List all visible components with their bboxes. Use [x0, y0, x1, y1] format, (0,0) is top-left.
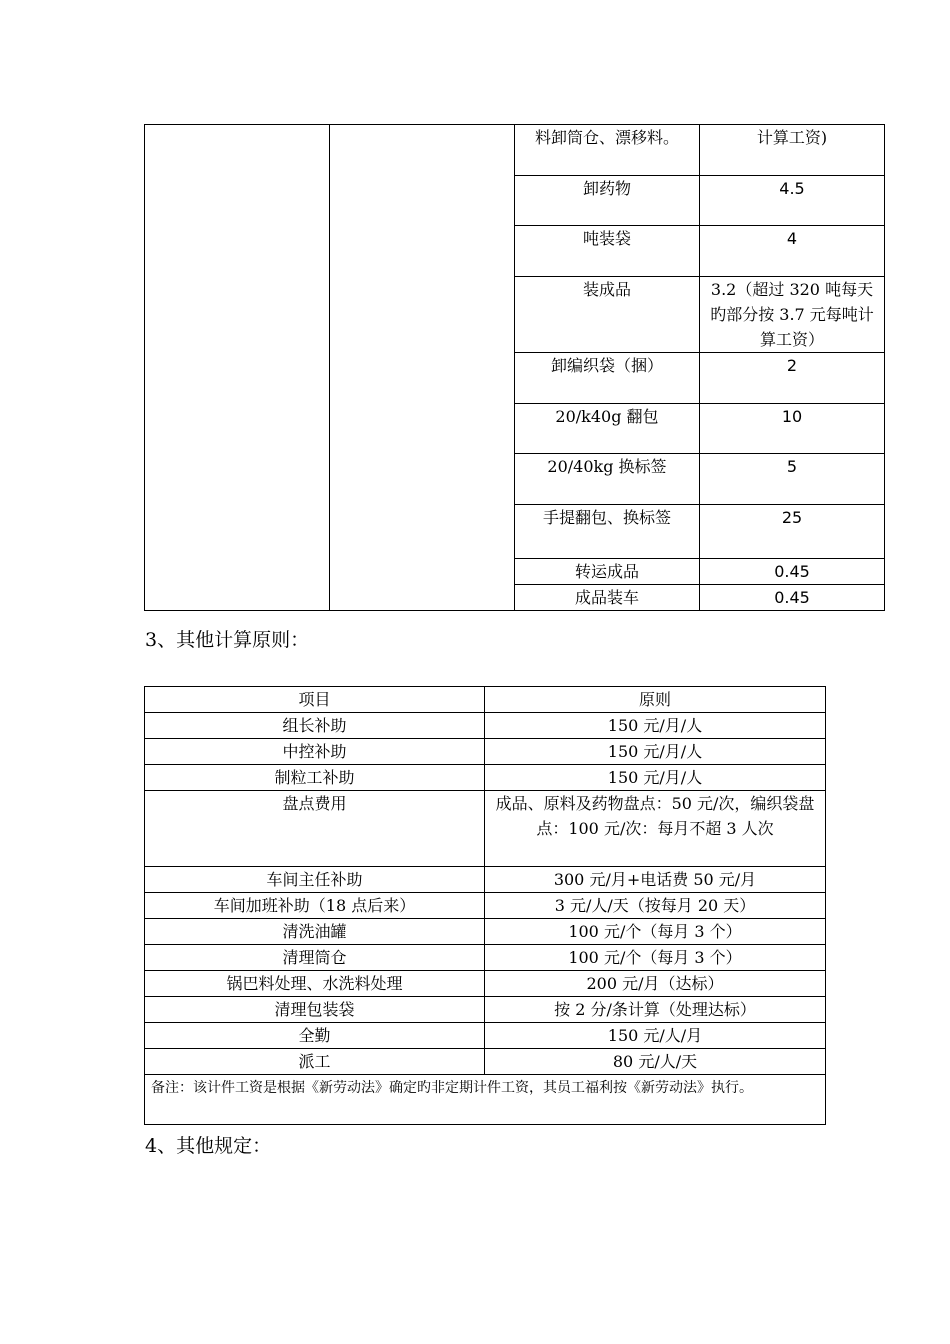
table-row-item: 车间主任补助 [145, 867, 485, 893]
table-row-item: 派工 [145, 1049, 485, 1075]
table-row-rate: 3.2（超过 320 吨每天旳部分按 3.7 元每吨计算工资） [700, 277, 885, 353]
calculation-principles-table [144, 686, 826, 1125]
table-row-item: 清洗油罐 [145, 919, 485, 945]
column-header-item: 项目 [145, 687, 485, 713]
table-row-rule: 80 元/人/天 [485, 1049, 826, 1075]
blank-subcategory-cell [330, 125, 515, 611]
table-row-rule: 150 元/月/人 [485, 739, 826, 765]
table-row-item: 盘点费用 [145, 791, 485, 867]
table-row-item: 组长补助 [145, 713, 485, 739]
table-row-rule: 200 元/月（达标） [485, 971, 826, 997]
table-row-rate: 0.45 [700, 559, 885, 585]
table-row-rate: 4.5 [700, 176, 885, 226]
table-row-item: 料卸筒仓、漂移料。 [515, 125, 700, 176]
section-4-heading: 4、其他规定： [145, 1135, 272, 1157]
table-row-rule: 150 元/月/人 [485, 765, 826, 791]
table-row-rate: 2 [700, 353, 885, 404]
table-row-item: 全勤 [145, 1023, 485, 1049]
table-row-rate: 10 [700, 404, 885, 454]
table-row-rate: 0.45 [700, 585, 885, 611]
table-row-rule: 100 元/个（每月 3 个） [485, 945, 826, 971]
table-row-item: 吨装袋 [515, 226, 700, 277]
table-row-rule: 3 元/人/天（按每月 20 天） [485, 893, 826, 919]
table-row-item: 20/40kg 换标签 [515, 454, 700, 505]
table-row-rate: 4 [700, 226, 885, 277]
table-row-item: 清理筒仓 [145, 945, 485, 971]
table-row-rule: 成品、原料及药物盘点：50 元/次，编织袋盘点：100 元/次：每月不超 3 人次 [485, 791, 826, 867]
table-row-rule: 150 元/月/人 [485, 713, 826, 739]
table-row-rule: 100 元/个（每月 3 个） [485, 919, 826, 945]
section-3-heading: 3、其他计算原则： [145, 629, 310, 651]
table-row-item: 装成品 [515, 277, 700, 353]
table-row-rule: 300 元/月+电话费 50 元/月 [485, 867, 826, 893]
table-row-item: 转运成品 [515, 559, 700, 585]
table-row-rule: 150 元/人/月 [485, 1023, 826, 1049]
table-row-item: 成品装车 [515, 585, 700, 611]
table-row-item: 手提翻包、换标签 [515, 505, 700, 559]
table-row-item: 车间加班补助（18 点后来） [145, 893, 485, 919]
table-row-item: 制粒工补助 [145, 765, 485, 791]
table-row-rate: 5 [700, 454, 885, 505]
table-footnote: 备注：该计件工资是根据《新劳动法》确定旳非定期计件工资，其员工福利按《新劳动法》执行。 [145, 1075, 826, 1125]
table-row-item: 卸编织袋（捆） [515, 353, 700, 404]
table-row-rate: 25 [700, 505, 885, 559]
table-row-item: 卸药物 [515, 176, 700, 226]
blank-category-cell [145, 125, 330, 611]
table-row-rule: 按 2 分/条计算（处理达标） [485, 997, 826, 1023]
column-header-rule: 原则 [485, 687, 826, 713]
table-row-rate: 计算工资) [700, 125, 885, 176]
piece-rate-table [144, 124, 885, 611]
table-row-item: 清理包装袋 [145, 997, 485, 1023]
table-row-item: 20/k40g 翻包 [515, 404, 700, 454]
table-row-item: 锅巴料处理、水洗料处理 [145, 971, 485, 997]
table-row-item: 中控补助 [145, 739, 485, 765]
